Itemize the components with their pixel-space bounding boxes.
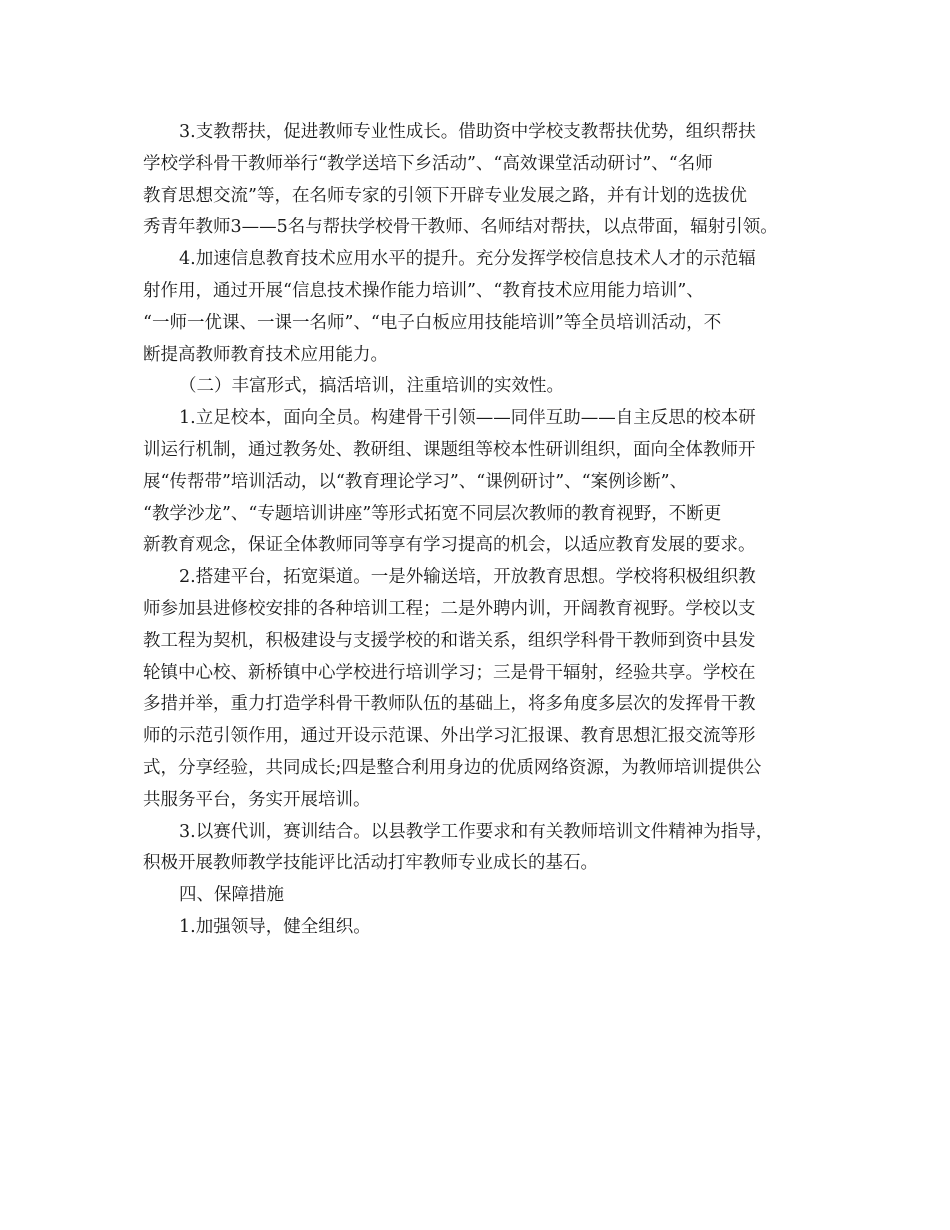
text-line: 新教育观念，保证全体教师同等享有学习提高的机会，以适应教育发展的要求。 — [143, 535, 756, 556]
text-line: 师参加县进修校安排的各种培训工程；二是外聘内训，开阔教育视野。学校以支 — [143, 598, 756, 619]
text-line: 轮镇中心校、新桥镇中心学校进行培训学习；三是骨干辐射，经验共享。学校在 — [143, 662, 756, 683]
text-line: 教工程为契机，积极建设与支援学校的和谐关系，组织学科骨干教师到资中县发 — [143, 630, 756, 651]
text-line: 秀青年教师3——5名与帮扶学校骨干教师、名师结对帮扶，以点带面，辐射引领。 — [143, 217, 778, 238]
text-line: 四、保障措施 — [179, 885, 284, 906]
text-line: 1.加强领导，健全组织。 — [179, 916, 371, 937]
text-line: 断提高教师教育技术应用能力。 — [143, 344, 388, 365]
text-line: “一师一优课、一课一名师”、“电子白板应用技能培训”等全员培训活动，不 — [143, 312, 722, 333]
text-line: 教育思想交流”等，在名师专家的引领下开辟专业发展之路，并有计划的选拔优 — [143, 185, 747, 206]
text-line: 射作用，通过开展“信息技术操作能力培训”、“教育技术应用能力培训”、 — [143, 280, 704, 301]
text-line: （二）丰富形式，搞活培训，注重培训的实效性。 — [179, 376, 564, 397]
text-line: 4.加速信息教育技术应用水平的提升。充分发挥学校信息技术人才的示范辐 — [179, 249, 756, 270]
text-line: 积极开展教师教学技能评比活动打牢教师专业成长的基石。 — [143, 853, 598, 874]
document-body — [143, 117, 805, 944]
text-line: 展“传帮带”培训活动，以“教育理论学习”、“课例研讨”、“案例诊断”、 — [143, 471, 688, 492]
text-line: 式，分享经验，共同成长;四是整合利用身边的优质网络资源，为教师培训提供公 — [143, 757, 762, 778]
text-line: 共服务平台，务实开展培训。 — [143, 789, 371, 810]
text-line: “教学沙龙”、“专题培训讲座”等形式拓宽不同层次教师的教育视野，不断更 — [143, 503, 722, 524]
text-line: 师的示范引领作用，通过开设示范课、外出学习汇报课、教育思想汇报交流等形 — [143, 726, 756, 747]
text-line: 训运行机制，通过教务处、教研组、课题组等校本性研训组织，面向全体教师开 — [143, 439, 756, 460]
text-line: 2.搭建平台，拓宽渠道。一是外输送培，开放教育思想。学校将积极组织教 — [179, 567, 756, 588]
text-line: 3.支教帮扶，促进教师专业性成长。借助资中学校支教帮扶优势，组织帮扶 — [179, 122, 756, 142]
text-line: 多措并举，重力打造学科骨干教师队伍的基础上，将多角度多层次的发挥骨干教 — [143, 694, 756, 715]
text-line: 学校学科骨干教师举行“教学送培下乡活动”、“高效课堂活动研讨”、“名师 — [143, 153, 713, 174]
text-line: 1.立足校本，面向全员。构建骨干引领——同伴互助——自主反思的校本研 — [179, 408, 756, 429]
text-line: 3.以赛代训，赛训结合。以县教学工作要求和有关教师培训文件精神为指导， — [179, 821, 774, 842]
